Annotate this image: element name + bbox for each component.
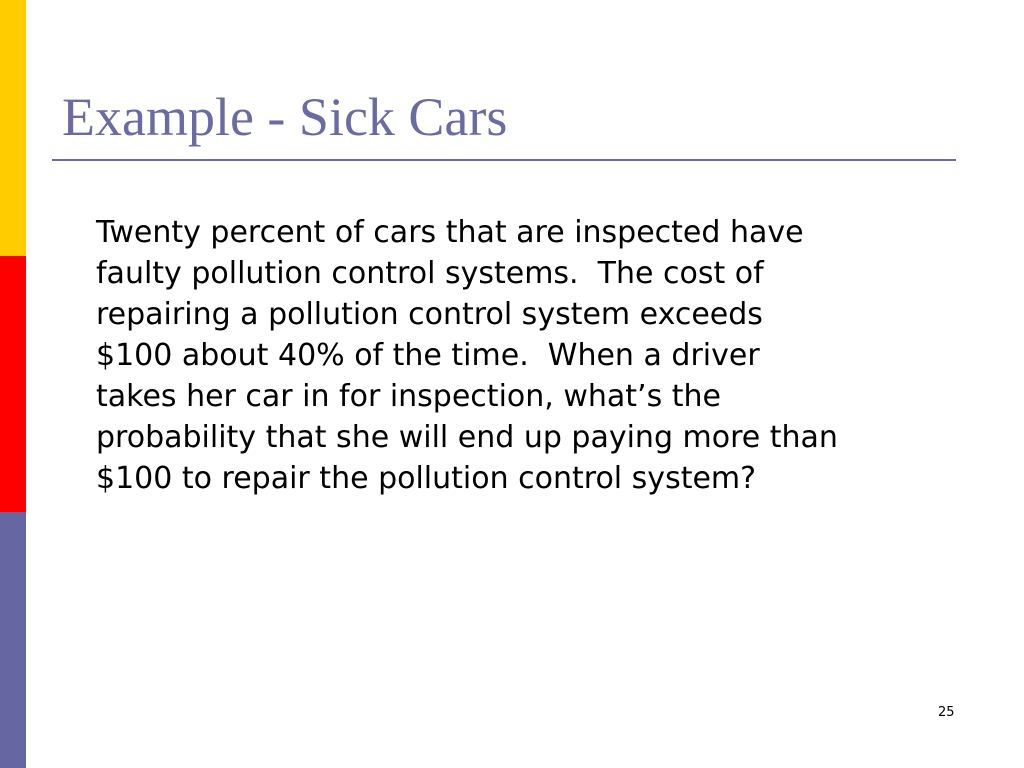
side-bar-yellow-band — [0, 0, 26, 256]
side-bar-red-band — [0, 256, 26, 512]
body-line: $100 about 40% of the time. When a driver — [96, 338, 760, 373]
side-color-bar — [0, 0, 26, 768]
slide-body — [96, 212, 966, 499]
side-bar-blue-band — [0, 512, 26, 768]
page-number: 25 — [938, 705, 955, 720]
body-line: Twenty percent of cars that are inspected have — [96, 215, 804, 250]
title-divider — [52, 159, 956, 161]
body-line: repairing a pollution control system exceeds — [96, 297, 763, 332]
body-line: probability that she will end up paying more than — [96, 420, 838, 455]
body-line: $100 to repair the pollution control system? — [96, 461, 757, 496]
body-line: faulty pollution control systems. The cost of — [96, 256, 764, 291]
body-line: takes her car in for inspection, what’s the — [96, 379, 721, 414]
slide-title: Example - Sick Cars — [62, 87, 508, 147]
